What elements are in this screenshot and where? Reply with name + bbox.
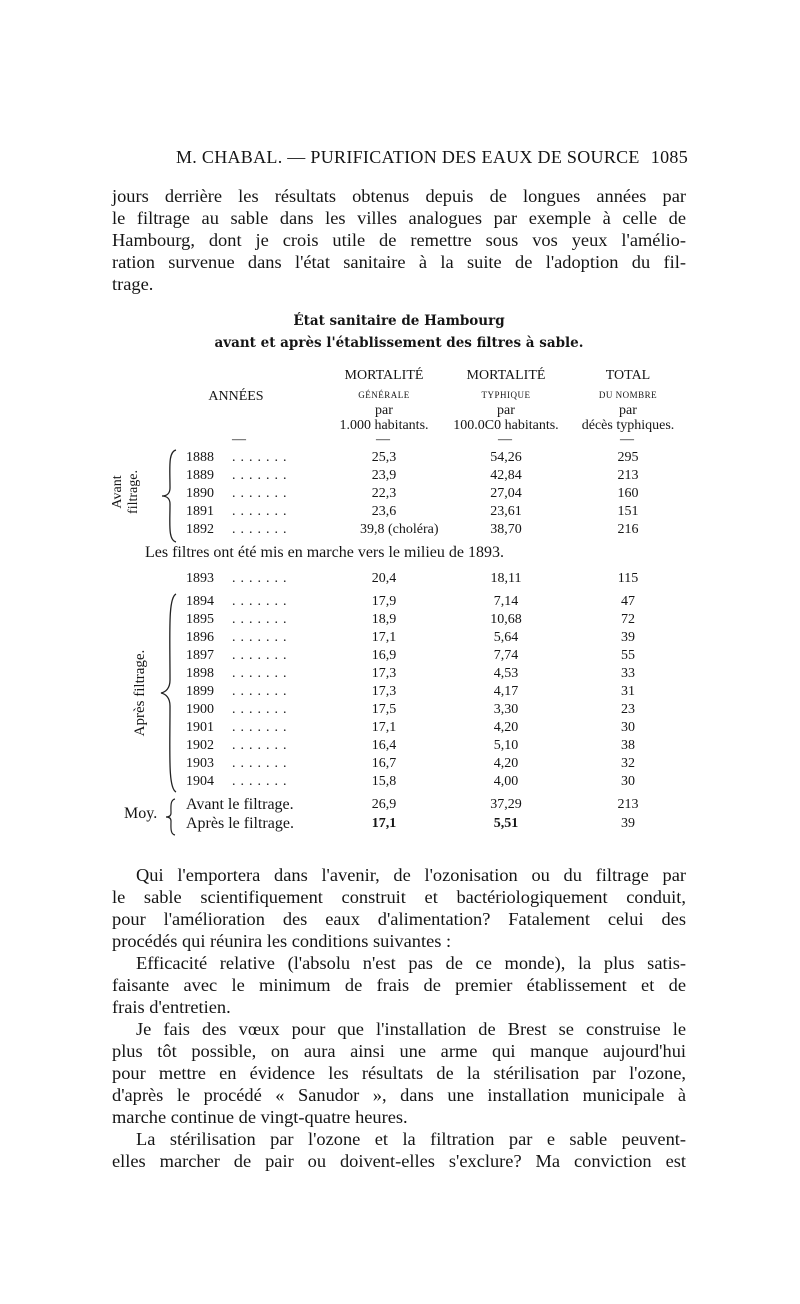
cell-typhique: 4,17 — [493, 684, 519, 699]
header-typhique-sub: TYPHIQUE — [481, 390, 531, 400]
leader-dots: ....... — [232, 504, 292, 519]
table-row-year: 1902 — [186, 738, 214, 753]
leader-dots: ....... — [232, 612, 292, 627]
cell-general: 17,1 — [371, 630, 397, 645]
table-row-year: 1901 — [186, 720, 214, 735]
header-total-par: par — [619, 403, 637, 418]
cell-typhique: 23,61 — [490, 504, 522, 519]
leader-dots: ....... — [232, 738, 292, 753]
cell-typhique: 5,10 — [493, 738, 519, 753]
cell-total: 47 — [621, 594, 635, 609]
cell-general: 17,1 — [371, 816, 397, 831]
text-line: frais d'entretien. — [112, 997, 231, 1017]
cell-typhique: 42,84 — [490, 468, 522, 483]
header-annees: ANNÉES — [208, 389, 264, 404]
leader-dots: ....... — [232, 522, 292, 537]
paragraph-3 — [112, 1018, 686, 1128]
cell-total: 213 — [617, 797, 639, 812]
text-line: le filtrage au sable dans les villes analogues par exemple à celle de — [112, 208, 686, 228]
table-caption-line1: État sanitaire de Hambourg — [293, 313, 505, 329]
leader-dots: ....... — [232, 571, 292, 586]
cell-general: 16,4 — [371, 738, 397, 753]
cell-typhique: 3,30 — [493, 702, 519, 717]
header-total-unit: décès typhiques. — [581, 418, 675, 433]
leader-dots: ....... — [232, 450, 292, 465]
moy-row-label: Avant le filtrage. — [186, 796, 294, 813]
cell-general: 17,1 — [371, 720, 397, 735]
cell-general: 16,9 — [371, 648, 397, 663]
table-row-year: 1893 — [186, 571, 214, 586]
cell-typhique: 4,00 — [493, 774, 519, 789]
cell-typhique: 4,53 — [493, 666, 519, 681]
paragraph-4 — [112, 1128, 686, 1172]
cell-general: 23,9 — [371, 468, 397, 483]
table-row-year: 1895 — [186, 612, 214, 627]
text-line: elles marcher de pair ou doivent-elles s'exclure? Ma conviction est — [112, 1151, 686, 1171]
cell-general: 22,3 — [371, 486, 397, 501]
cell-total: 160 — [617, 486, 639, 501]
cell-total: 39 — [621, 630, 635, 645]
cell-typhique: 7,74 — [493, 648, 519, 663]
cell-typhique: 27,04 — [490, 486, 522, 501]
cell-general: 15,8 — [371, 774, 397, 789]
text-line: ration survenue dans l'état sanitaire à la suite de l'adoption du fil- — [112, 252, 686, 272]
cell-total: 115 — [617, 571, 639, 586]
header-general: MORTALITÉ — [344, 368, 424, 383]
cell-typhique: 18,11 — [490, 571, 522, 586]
cell-general: 25,3 — [371, 450, 397, 465]
cell-general: 39,8 (choléra) — [360, 522, 439, 537]
text-line: pour mettre en évidence les résultats de la stérilisation par l'ozone, — [112, 1063, 686, 1083]
moy-label: Moy. — [124, 805, 158, 822]
text-line: faisante avec le minimum de frais de premier établissement et de — [112, 975, 686, 995]
intro-paragraph — [112, 185, 686, 295]
leader-dots: ....... — [232, 648, 292, 663]
cell-general: 17,9 — [371, 594, 397, 609]
table-row-year: 1896 — [186, 630, 214, 645]
leader-dots: ....... — [232, 630, 292, 645]
cell-total: 30 — [621, 774, 635, 789]
leader-dots: ....... — [232, 702, 292, 717]
text-line: pour l'amélioration des eaux d'alimentation? Fatalement celui des — [112, 909, 686, 929]
cell-total: 32 — [621, 756, 635, 771]
header-total-sub: DU NOMBRE — [598, 390, 658, 400]
brace-apres — [158, 592, 182, 794]
table-row-year: 1903 — [186, 756, 214, 771]
cell-total: 31 — [621, 684, 635, 699]
table-row-year: 1891 — [186, 504, 214, 519]
header-dash: — — [376, 432, 390, 447]
cell-general: 18,9 — [371, 612, 397, 627]
table-row-year: 1897 — [186, 648, 214, 663]
header-general-unit: 1.000 habitants. — [339, 418, 429, 433]
text-line: Hambourg, dont je crois utile de remettre sous vos yeux l'amélio- — [112, 230, 686, 250]
cell-general: 17,3 — [371, 666, 397, 681]
cell-total: 30 — [621, 720, 635, 735]
cell-general: 23,6 — [371, 504, 397, 519]
cell-typhique: 54,26 — [490, 450, 522, 465]
page-number: 1085 — [650, 147, 688, 167]
cell-general: 26,9 — [371, 797, 397, 812]
table-row-year: 1890 — [186, 486, 214, 501]
paragraph-2 — [112, 952, 686, 1018]
moy-row-label: Après le filtrage. — [186, 815, 294, 832]
cell-typhique: 5,51 — [493, 816, 519, 831]
text-line: jours derrière les résultats obtenus depuis de longues années par — [112, 186, 686, 206]
cell-total: 72 — [621, 612, 635, 627]
leader-dots: ....... — [232, 594, 292, 609]
cell-typhique: 5,64 — [493, 630, 519, 645]
cell-typhique: 38,70 — [490, 522, 522, 537]
text-line: Qui l'emportera dans l'avenir, de l'ozonisation ou du filtrage par — [136, 865, 686, 885]
cell-general: 20,4 — [371, 571, 397, 586]
brace-avant — [160, 448, 182, 544]
cell-total: 38 — [621, 738, 635, 753]
leader-dots: ....... — [232, 486, 292, 501]
table-row-year: 1900 — [186, 702, 214, 717]
note-1893: Les filtres ont été mis en marche vers le milieu de 1893. — [145, 544, 504, 561]
text-line: trage. — [112, 274, 154, 294]
leader-dots: ....... — [232, 756, 292, 771]
table-caption-line2: avant et après l'établissement des filtres à sable. — [214, 335, 584, 351]
cell-total: 55 — [621, 648, 635, 663]
header-dash: — — [498, 432, 512, 447]
header-typhique: MORTALITÉ — [466, 368, 546, 383]
cell-typhique: 10,68 — [490, 612, 522, 627]
text-line: d'après le procédé « Sanudor », dans une installation municipale à — [112, 1085, 686, 1105]
header-dash: — — [620, 432, 634, 447]
header-typhique-unit: 100.0C0 habitants. — [453, 418, 559, 433]
cell-total: 216 — [617, 522, 639, 537]
running-head-title: M. CHABAL. — PURIFICATION DES EAUX DE SOURCE — [176, 147, 640, 167]
text-line: Efficacité relative (l'absolu n'est pas de ce monde), la plus satis- — [136, 953, 686, 973]
cell-typhique: 7,14 — [493, 594, 519, 609]
cell-total: 23 — [621, 702, 635, 717]
header-general-sub: GÉNÉRALE — [358, 390, 410, 400]
cell-typhique: 4,20 — [493, 756, 519, 771]
leader-dots: ....... — [232, 666, 292, 681]
leader-dots: ....... — [232, 774, 292, 789]
table-row-year: 1904 — [186, 774, 214, 789]
cell-typhique: 37,29 — [490, 797, 522, 812]
cell-total: 151 — [617, 504, 639, 519]
table-row-year: 1892 — [186, 522, 214, 537]
cell-total: 39 — [621, 816, 635, 831]
cell-total: 295 — [617, 450, 639, 465]
header-total: TOTAL — [605, 368, 651, 383]
cell-total: 213 — [617, 468, 639, 483]
table-row-year: 1888 — [186, 450, 214, 465]
text-line: le sable scientifiquement construit et bactériologiquement conduit, — [112, 887, 686, 907]
text-line: marche continue de vingt-quatre heures. — [112, 1107, 408, 1127]
text-line: procédés qui réunira les conditions suivantes : — [112, 931, 452, 951]
brace-moy — [164, 797, 178, 837]
table-row-year: 1898 — [186, 666, 214, 681]
table-row-year: 1899 — [186, 684, 214, 699]
leader-dots: ....... — [232, 720, 292, 735]
group-label-avant: Avant filtrage. — [110, 470, 141, 514]
text-line: La stérilisation par l'ozone et la filtration par e sable peuvent- — [136, 1129, 686, 1149]
header-dash: — — [232, 432, 246, 447]
table-row-year: 1889 — [186, 468, 214, 483]
header-typhique-par: par — [497, 403, 515, 418]
text-line: Je fais des vœux pour que l'installation de Brest se construise le — [136, 1019, 686, 1039]
leader-dots: ....... — [232, 468, 292, 483]
cell-total: 33 — [621, 666, 635, 681]
cell-typhique: 4,20 — [493, 720, 519, 735]
header-general-par: par — [375, 403, 393, 418]
table-row-year: 1894 — [186, 594, 214, 609]
leader-dots: ....... — [232, 684, 292, 699]
cell-general: 17,5 — [371, 702, 397, 717]
cell-general: 17,3 — [371, 684, 397, 699]
paragraph-1 — [112, 864, 686, 952]
cell-general: 16,7 — [371, 756, 397, 771]
group-label-apres: Après filtrage. — [132, 649, 148, 737]
text-line: plus tôt possible, on aura ainsi une arme qui manque aujourd'hui — [112, 1041, 686, 1061]
